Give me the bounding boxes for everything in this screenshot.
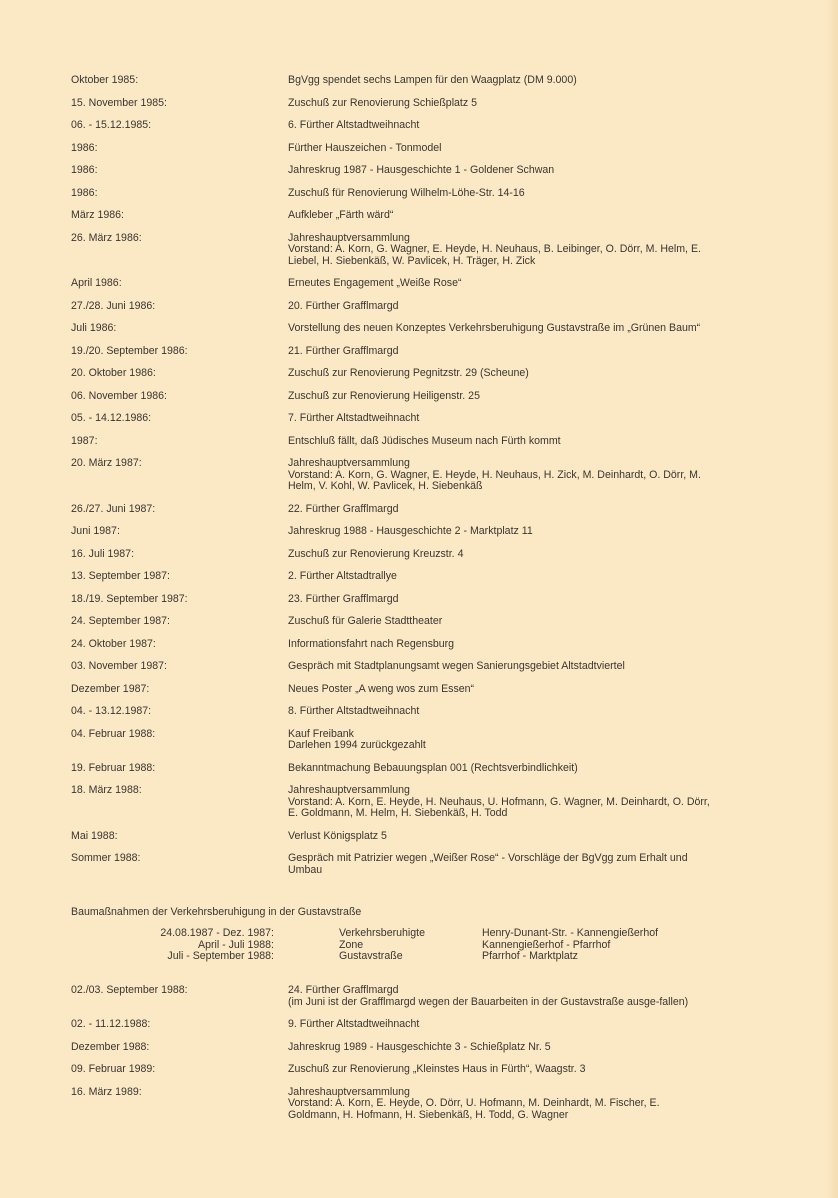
entry-date: 20. Oktober 1986: (71, 367, 156, 379)
timeline-entry (71, 985, 711, 1008)
timeline-entry (71, 98, 711, 110)
entry-date: Mai 1988: (71, 829, 118, 842)
measure-street: Kannengießerhof - Pfarrhof (482, 938, 611, 951)
measure-type: Zone (339, 938, 364, 951)
timeline-entry (71, 639, 711, 651)
timeline-entry (71, 785, 711, 820)
timeline-entry (71, 391, 711, 403)
entry-date: 02./03. September 1988: (71, 984, 188, 996)
timeline-entry (71, 1042, 711, 1054)
entry-date: 26. März 1986: (71, 231, 142, 244)
entry-date: 16. März 1989: (71, 1085, 142, 1098)
entry-text: Zuschuß zur Renovierung Schießplatz 5 (288, 96, 478, 109)
measure-row (84, 951, 658, 963)
timeline-entry (71, 165, 711, 177)
timeline-1985-1988 (71, 75, 711, 887)
entry-date: Oktober 1985: (71, 74, 139, 86)
entry-date: 18. März 1988: (71, 784, 142, 796)
entry-date: 06. November 1986: (71, 389, 167, 402)
entry-date: Sommer 1988: (71, 852, 141, 864)
entry-date: 09. Februar 1989: (71, 1063, 156, 1075)
entry-date: 04. - 13.12.1987: (71, 705, 152, 717)
entry-text: Verlust Königsplatz 5 (288, 829, 387, 842)
entry-text: 8. Fürther Altstadtweihnacht (288, 705, 420, 717)
entry-date: 05. - 14.12.1986: (71, 412, 152, 424)
measure-period: 24.08.1987 - Dez. 1987: (160, 927, 274, 939)
entry-date: 20. März 1987: (71, 457, 142, 469)
timeline-entry (71, 571, 711, 583)
entry-date: 06. - 15.12.1985: (71, 119, 152, 131)
entry-text: Zuschuß zur Renovierung Kreuzstr. 4 (288, 547, 464, 560)
entry-text: Zuschuß für Galerie Stadttheater (288, 615, 443, 627)
timeline-entry (71, 661, 711, 673)
timeline-entry (71, 504, 711, 516)
entry-date: 04. Februar 1988: (71, 727, 156, 740)
measure-row (84, 928, 658, 940)
timeline-entry (71, 526, 711, 538)
entry-text: 21. Fürther Grafflmargd (288, 344, 399, 357)
timeline-entry (71, 233, 711, 268)
measure-type: Gustavstraße (339, 950, 403, 962)
entry-date: 03. November 1987: (71, 660, 167, 672)
entry-text: Jahreshauptversammlung Vorstand: A. Korn, E. Heyde, O. Dörr, U. Hofmann, M. Deinhardt, M. Fischer, E. Goldmann, H. Hofmann, H. Siebenkäß, H. Todd, G. Wagner (288, 1085, 660, 1121)
timeline-entry (71, 278, 711, 290)
entry-text: Jahreskrug 1989 - Hausgeschichte 3 - Schießplatz Nr. 5 (288, 1040, 551, 1053)
entry-date: 13. September 1987: (71, 570, 170, 582)
timeline-entry (71, 594, 711, 606)
entry-text: Aufkleber „Färth wärd“ (288, 209, 394, 221)
timeline-entry (71, 1064, 711, 1076)
timeline-1988-1989 (71, 985, 711, 1132)
entry-text: BgVgg spendet sechs Lampen für den Waagplatz (DM 9.000) (288, 74, 577, 86)
entry-text: Zuschuß zur Renovierung „Kleinstes Haus in Fürth“, Waagstr. 3 (288, 1063, 586, 1075)
entry-text: 6. Fürther Altstadtweihnacht (288, 119, 420, 131)
entry-text: 9. Fürther Altstadtweihnacht (288, 1018, 420, 1030)
entry-date: 02. - 11.12.1988: (71, 1018, 151, 1030)
timeline-entry (71, 120, 711, 132)
entry-text: Gespräch mit Stadtplanungsamt wegen Sanierungsgebiet Altstadtviertel (288, 660, 625, 672)
timeline-entry (71, 75, 711, 87)
timeline-entry (71, 210, 711, 222)
timeline-entry (71, 143, 711, 155)
measure-street: Pfarrhof - Marktplatz (482, 950, 578, 962)
timeline-entry (71, 323, 711, 335)
timeline-entry (71, 706, 711, 718)
entry-text: Zuschuß für Renovierung Wilhelm-Löhe-Str. 14-16 (288, 186, 525, 199)
entry-text: 22. Fürther Grafflmargd (288, 502, 399, 515)
timeline-entry (71, 346, 711, 358)
entry-text: Vorstellung des neuen Konzeptes Verkehrsberuhigung Gustavstraße im „Grünen Baum“ (288, 322, 701, 334)
timeline-entry (71, 549, 711, 561)
entry-text: Neues Poster „A weng wos zum Essen“ (288, 682, 475, 695)
timeline-entry (71, 763, 711, 775)
entry-text: Jahreshauptversammlung Vorstand: A. Korn, G. Wagner, E. Heyde, H. Neuhaus, H. Zick, M. Deinhardt, O. Dörr, M. Helm, V. Kohl, W. Pavlicek, H. Siebenkäß (288, 457, 701, 492)
measure-period: April - Juli 1988: (198, 938, 274, 951)
timeline-entry (71, 684, 711, 696)
timeline-entry (71, 436, 711, 448)
entry-date: März 1986: (71, 209, 124, 221)
entry-date: 1986: (71, 141, 98, 154)
entry-text: Jahreshauptversammlung Vorstand: A. Korn, G. Wagner, E. Heyde, H. Neuhaus, B. Leibinger, O. Dörr, M. Helm, E. Liebel, H. Siebenkäß, W. Pavlicek, H. Träger, H. Zick (288, 231, 701, 267)
timeline-entry (71, 458, 711, 493)
timeline-entry (71, 1087, 711, 1122)
entry-text: 7. Fürther Altstadtweihnacht (288, 412, 420, 424)
traffic-calming-measures (84, 928, 658, 963)
page-edge (826, 0, 838, 1198)
measure-type: Verkehrsberuhigte (339, 927, 425, 939)
measure-street: Henry-Dunant-Str. - Kannengießerhof (482, 927, 659, 939)
timeline-entry (71, 368, 711, 380)
entry-date: 19./20. September 1986: (71, 344, 188, 357)
entry-text: Gespräch mit Patrizier wegen „Weißer Rose“ - Vorschläge der BgVgg zum Erhalt und Umbau (288, 852, 688, 876)
entry-date: 18./19. September 1987: (71, 592, 188, 605)
entry-date: Juni 1987: (71, 525, 120, 537)
entry-text: Jahreshauptversammlung Vorstand: A. Korn, E. Heyde, H. Neuhaus, U. Hofmann, G. Wagner, M. Deinhardt, O. Dörr, E. Goldmann, M. Helm, H. Siebenkäß, H. Todd (288, 784, 710, 819)
entry-date: 19. Februar 1988: (71, 761, 156, 774)
section-heading: Baumaßnahmen der Verkehrsberuhigung in der Gustavstraße (71, 906, 362, 918)
timeline-entry (71, 1019, 711, 1031)
timeline-entry (71, 729, 711, 752)
measure-period: Juli - September 1988: (167, 950, 274, 962)
entry-text: Kauf Freibank Darlehen 1994 zurückgezahlt (288, 727, 426, 751)
entry-date: April 1986: (71, 277, 122, 289)
entry-text: Erneutes Engagement „Weiße Rose“ (288, 277, 462, 289)
entry-date: 1986: (71, 164, 98, 176)
entry-date: 15. November 1985: (71, 96, 167, 109)
entry-text: Bekanntmachung Bebauungsplan 001 (Rechtsverbindlichkeit) (288, 761, 578, 774)
entry-date: Juli 1986: (71, 322, 117, 334)
timeline-entry (71, 413, 711, 425)
entry-text: Zuschuß zur Renovierung Pegnitzstr. 29 (Scheune) (288, 367, 529, 379)
entry-text: Jahreskrug 1987 - Hausgeschichte 1 - Goldener Schwan (288, 164, 555, 176)
entry-date: 26./27. Juni 1987: (71, 502, 156, 515)
entry-date: 16. Juli 1987: (71, 547, 135, 560)
entry-text: Jahreskrug 1988 - Hausgeschichte 2 - Marktplatz 11 (288, 525, 533, 537)
entry-date: 27./28. Juni 1986: (71, 299, 156, 312)
entry-text: Informationsfahrt nach Regensburg (288, 637, 455, 650)
entry-text: 2. Fürther Altstadtrallye (288, 570, 397, 582)
entry-date: 24. September 1987: (71, 615, 170, 627)
entry-date: Dezember 1988: (71, 1040, 150, 1053)
timeline-entry (71, 301, 711, 313)
entry-date: 24. Oktober 1987: (71, 637, 156, 650)
entry-date: 1986: (71, 186, 98, 199)
timeline-entry (71, 831, 711, 843)
entry-date: Dezember 1987: (71, 682, 150, 695)
entry-date: 1987: (71, 434, 98, 447)
entry-text: 20. Fürther Grafflmargd (288, 299, 399, 312)
entry-text: 24. Fürther Grafflmargd (im Juni ist der Grafflmargd wegen der Bauarbeiten in der Gustavstraße ausge-fallen) (288, 984, 689, 1008)
timeline-entry (71, 616, 711, 628)
timeline-entry (71, 188, 711, 200)
entry-text: 23. Fürther Grafflmargd (288, 592, 399, 605)
timeline-entry (71, 853, 711, 876)
entry-text: Fürther Hauszeichen - Tonmodel (288, 141, 442, 154)
entry-text: Entschluß fällt, daß Jüdisches Museum nach Fürth kommt (288, 434, 561, 447)
entry-text: Zuschuß zur Renovierung Heiligenstr. 25 (288, 389, 480, 402)
